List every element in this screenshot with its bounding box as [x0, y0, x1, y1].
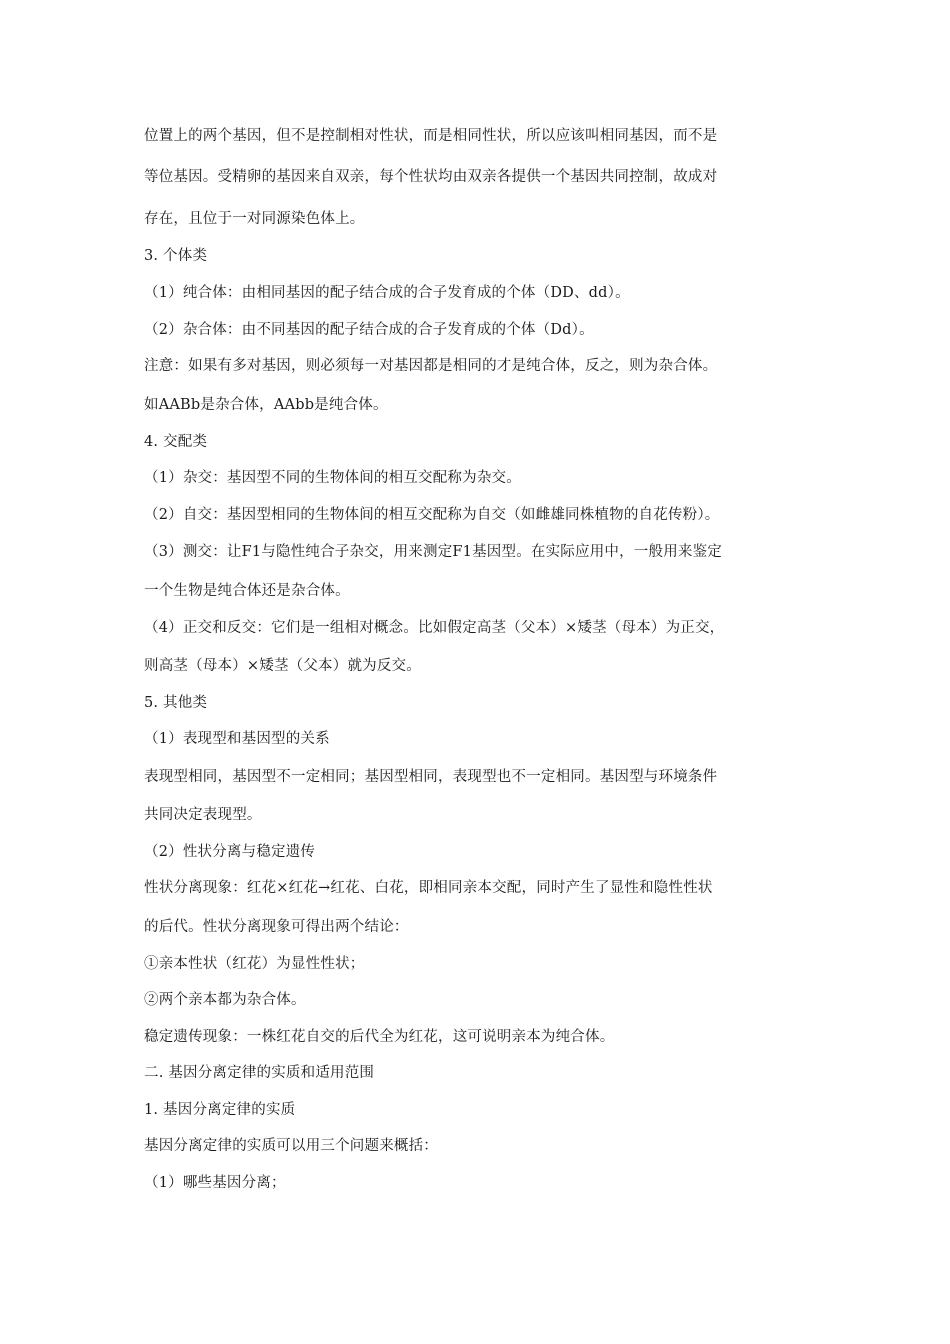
section-heading: 4. 交配类 [144, 434, 208, 450]
section-heading: 二. 基因分离定律的实质和适用范围 [144, 1065, 375, 1081]
text-line: （2）性状分离与稳定遗传 [144, 844, 316, 860]
text-line: 等位基因。受精卵的基因来自双亲，每个性状均由双亲各提供一个基因共同控制，故成对 [144, 169, 718, 185]
text-line: 注意：如果有多对基因，则必须每一对基因都是相同的才是纯合体，反之，则为杂合体。 [144, 358, 718, 374]
text-line: 如AABb是杂合体，AAbb是纯合体。 [144, 397, 388, 413]
text-line: ①亲本性状（红花）为显性性状； [144, 956, 365, 972]
text-line: 位置上的两个基因，但不是控制相对性状，而是相同性状，所以应该叫相同基因，而不是 [144, 128, 718, 144]
text-line: （1）杂交：基因型不同的生物体间的相互交配称为杂交。 [144, 470, 521, 486]
text-line: （1）哪些基因分离； [144, 1175, 286, 1191]
text-line: （2）自交：基因型相同的生物体间的相互交配称为自交（如雌雄同株植物的自花传粉）。 [144, 507, 720, 523]
text-line: 性状分离现象：红花×红花→红花、白花，即相同亲本交配，同时产生了显性和隐性性状 [144, 880, 713, 896]
text-line: 存在，且位于一对同源染色体上。 [144, 211, 365, 227]
text-line: 则高茎（母本）×矮茎（父本）就为反交。 [144, 658, 421, 674]
section-heading: 1. 基因分离定律的实质 [144, 1102, 296, 1118]
text-line: 的后代。性状分离现象可得出两个结论： [144, 919, 409, 935]
text-line: （3）测交：让F1与隐性纯合子杂交，用来测定F1基因型。在实际应用中，一般用来鉴定 [144, 544, 722, 560]
section-heading: 5. 其他类 [144, 695, 208, 711]
text-line: 共同决定表现型。 [144, 807, 262, 823]
text-line: （1）纯合体：由相同基因的配子结合成的合子发育成的个体（DD、dd）。 [144, 285, 630, 301]
text-line: （1）表现型和基因型的关系 [144, 731, 330, 747]
section-heading: 3. 个体类 [144, 248, 208, 264]
text-line: ②两个亲本都为杂合体。 [144, 992, 306, 1008]
text-line: （4）正交和反交：它们是一组相对概念。比如假定高茎（父本）×矮茎（母本）为正交， [144, 620, 725, 636]
text-line: 一个生物是纯合体还是杂合体。 [144, 583, 350, 599]
text-line: 基因分离定律的实质可以用三个问题来概括： [144, 1138, 438, 1154]
text-line: （2）杂合体：由不同基因的配子结合成的合子发育成的个体（Dd）。 [144, 322, 594, 338]
text-line: 稳定遗传现象：一株红花自交的后代全为红花，这可说明亲本为纯合体。 [144, 1029, 615, 1045]
text-line: 表现型相同，基因型不一定相同；基因型相同，表现型也不一定相同。基因型与环境条件 [144, 769, 718, 785]
